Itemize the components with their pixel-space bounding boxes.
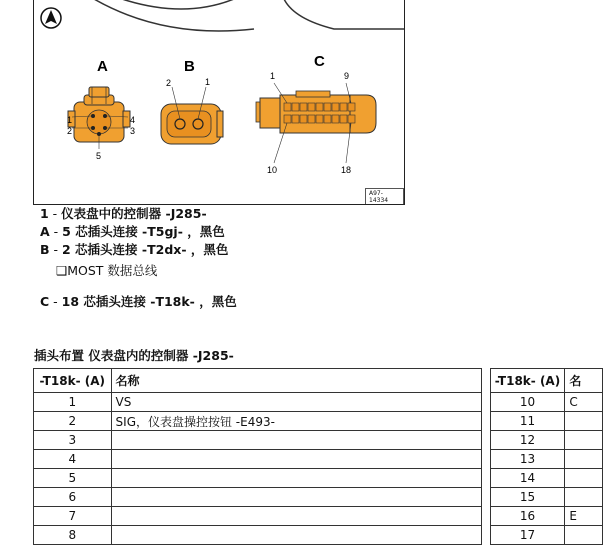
legend-item-b: B - 2 芯插头连接 -T2dx- ，黑色 bbox=[40, 242, 229, 257]
connector-a-letter: A bbox=[97, 58, 108, 75]
connector-a-pin-1: 1 bbox=[67, 115, 73, 125]
legend-item-c-text: 18 芯插头连接 -T18k- ，黑色 bbox=[61, 294, 237, 309]
name-cell-2: E bbox=[565, 507, 603, 526]
name-cell bbox=[111, 488, 481, 507]
connector-c-pin-9: 9 bbox=[344, 71, 350, 81]
gap-cell bbox=[481, 488, 490, 507]
connector-b-letter: B bbox=[184, 58, 195, 75]
gap-cell bbox=[481, 526, 490, 545]
name-cell bbox=[111, 526, 481, 545]
gap-cell bbox=[481, 469, 490, 488]
table-row bbox=[34, 469, 603, 488]
table-row bbox=[34, 393, 603, 412]
table-row bbox=[34, 526, 603, 545]
header-pin-2: -T18k- (A) bbox=[490, 369, 565, 393]
gap-cell bbox=[481, 450, 490, 469]
gap-cell bbox=[481, 507, 490, 526]
name-cell-2 bbox=[565, 431, 603, 450]
pin-cell-2: 11 bbox=[490, 412, 565, 431]
pin-cell-2: 14 bbox=[490, 469, 565, 488]
connector-c-pin-18: 18 bbox=[341, 165, 352, 175]
connector-a-pin-3: 3 bbox=[130, 126, 136, 136]
pin-cell-2: 16 bbox=[490, 507, 565, 526]
legend-item-1-text: 仪表盘中的控制器 -J285- bbox=[61, 206, 207, 221]
connector-c-pin-10: 10 bbox=[267, 165, 278, 175]
pin-cell: 1 bbox=[34, 393, 112, 412]
name-cell: VS bbox=[111, 393, 481, 412]
connector-b-pin-2: 2 bbox=[166, 78, 172, 88]
pin-cell: 6 bbox=[34, 488, 112, 507]
name-cell-2 bbox=[565, 469, 603, 488]
connector-c-letter: C bbox=[314, 53, 325, 70]
header-name: 名称 bbox=[111, 369, 481, 393]
name-cell bbox=[111, 431, 481, 450]
steering-wheel-outline bbox=[94, 0, 405, 31]
connector-a-pin-5: 5 bbox=[96, 151, 102, 161]
pin-table bbox=[33, 368, 603, 545]
legend-item-c: C - 18 芯插头连接 -T18k- ，黑色 bbox=[40, 294, 237, 309]
legend-item-c-num: C bbox=[40, 294, 50, 309]
pin-cell: 7 bbox=[34, 507, 112, 526]
table-row bbox=[34, 431, 603, 450]
connector-a-shape bbox=[68, 87, 130, 149]
table-row bbox=[34, 450, 603, 469]
legend-item-a-num: A bbox=[40, 224, 50, 239]
pin-cell-2: 12 bbox=[490, 431, 565, 450]
connector-a-pin-4: 4 bbox=[130, 115, 136, 125]
navigation-arrow-icon bbox=[41, 8, 61, 28]
connector-a-pin-2: 2 bbox=[67, 126, 73, 136]
pin-cell: 3 bbox=[34, 431, 112, 450]
header-gap bbox=[481, 369, 490, 393]
pin-cell: 8 bbox=[34, 526, 112, 545]
table-row bbox=[34, 507, 603, 526]
legend-item-a-text: 5 芯插头连接 -T5gj- ，黑色 bbox=[62, 224, 225, 239]
legend-item-b-text: 2 芯插头连接 -T2dx- ，黑色 bbox=[62, 242, 229, 257]
gap-cell bbox=[481, 431, 490, 450]
pin-cell: 5 bbox=[34, 469, 112, 488]
connector-figure bbox=[33, 0, 405, 205]
pin-cell: 4 bbox=[34, 450, 112, 469]
legend-item-b-sub: ❑MOST 数据总线 bbox=[56, 263, 158, 278]
connector-c-pin-1: 1 bbox=[270, 71, 276, 81]
pin-cell-2: 17 bbox=[490, 526, 565, 545]
name-cell bbox=[111, 450, 481, 469]
name-cell-2 bbox=[565, 450, 603, 469]
connector-b-pin-1: 1 bbox=[205, 77, 211, 87]
connector-drawing bbox=[34, 0, 405, 205]
table-row bbox=[34, 412, 603, 431]
name-cell-2: C bbox=[565, 393, 603, 412]
name-cell-2 bbox=[565, 488, 603, 507]
gap-cell bbox=[481, 412, 490, 431]
name-cell bbox=[111, 469, 481, 488]
pin-cell-2: 10 bbox=[490, 393, 565, 412]
header-name-2: 名 bbox=[565, 369, 603, 393]
connector-b-shape bbox=[161, 87, 223, 144]
pin-cell: 2 bbox=[34, 412, 112, 431]
name-cell: SIG，仪表盘操控按钮 -E493- bbox=[111, 412, 481, 431]
legend-item-1: 1 - 仪表盘中的控制器 -J285- bbox=[40, 206, 207, 221]
table-row bbox=[34, 488, 603, 507]
section-title: 插头布置 仪表盘内的控制器 -J285- bbox=[34, 348, 234, 363]
header-pin: -T18k- (A) bbox=[34, 369, 112, 393]
name-cell-2 bbox=[565, 526, 603, 545]
legend-item-b-num: B bbox=[40, 242, 50, 257]
connector-c-shape bbox=[256, 83, 376, 163]
gap-cell bbox=[481, 393, 490, 412]
name-cell-2 bbox=[565, 412, 603, 431]
figure-id: A97-14334 bbox=[365, 188, 404, 205]
pin-cell-2: 15 bbox=[490, 488, 565, 507]
legend-item-1-num: 1 bbox=[40, 206, 49, 221]
table-header-row bbox=[34, 369, 603, 393]
name-cell bbox=[111, 507, 481, 526]
legend-item-a: A - 5 芯插头连接 -T5gj- ，黑色 bbox=[40, 224, 225, 239]
pin-cell-2: 13 bbox=[490, 450, 565, 469]
